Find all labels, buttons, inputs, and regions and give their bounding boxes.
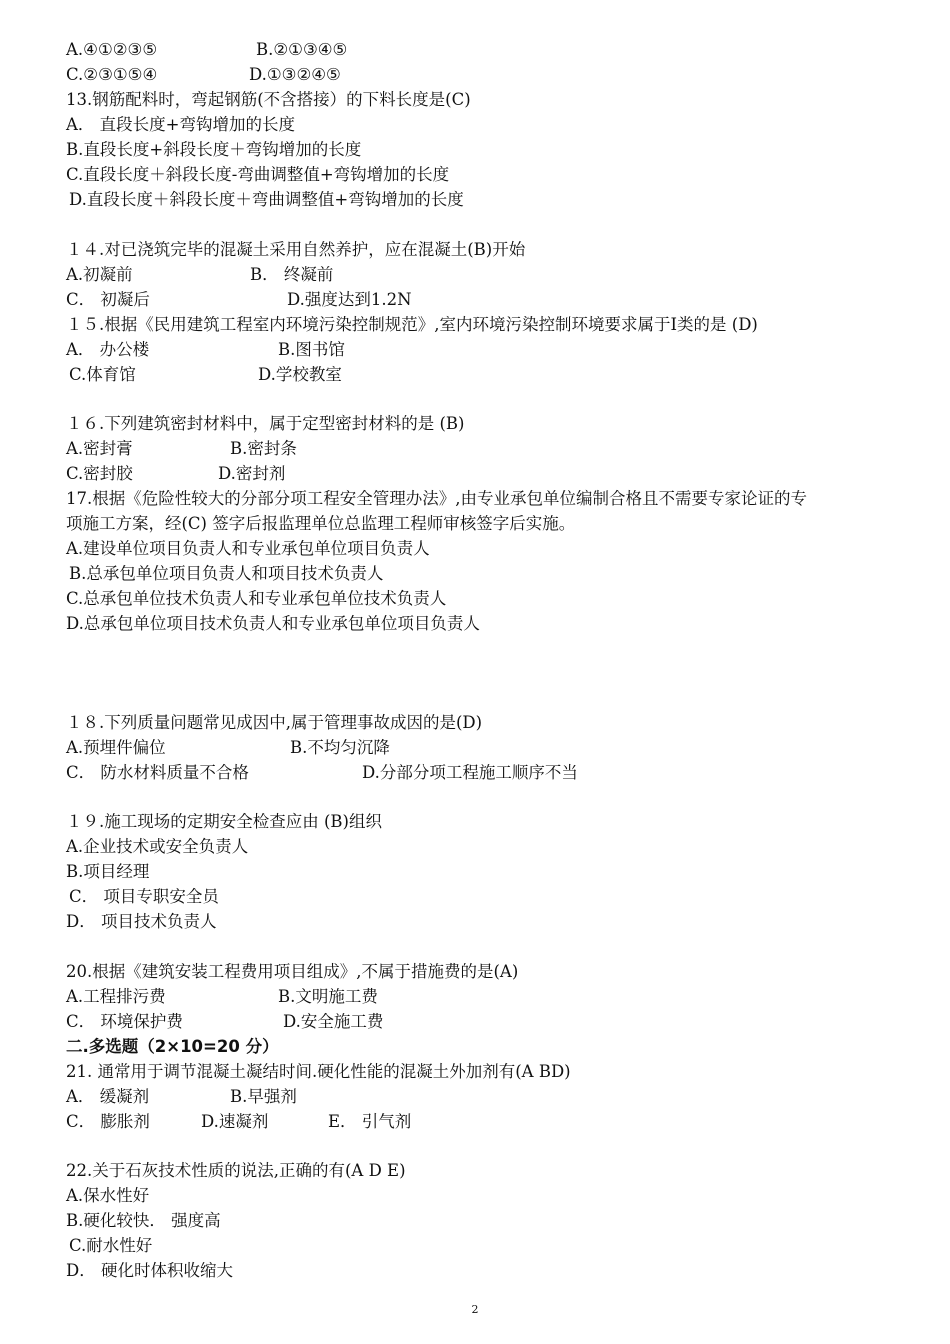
text-line-22: D.总承包单位项目技术负责人和专业承包单位项目负责人 — [66, 614, 480, 633]
text-line-42: D． 硬化时体积收缩大 — [66, 1261, 233, 1280]
text-line-31: 20.根据《建筑安装工程费用项目组成》,不属于措施费的是(A) — [66, 962, 519, 981]
text-line-24-part-2: B.不均匀沉降 — [290, 738, 390, 757]
text-line-37-part-2: D.速凝剂 — [201, 1112, 269, 1131]
text-line-29: C． 项目专职安全员 — [69, 887, 219, 906]
text-line-23: １８.下列质量问题常见成因中,属于管理事故成因的是(D) — [66, 713, 483, 732]
text-line-17: 17.根据《危险性较大的分部分项工程安全管理办法》,由专业承包单位编制合格且不需要专家论证的专 — [66, 489, 807, 508]
text-line-32-part-1: A.工程排污费 — [66, 987, 166, 1006]
text-line-26: １９.施工现场的定期安全检查应由 (B)组织 — [66, 812, 382, 831]
text-line-1-part-1: A.④①②③⑤ — [66, 40, 158, 59]
text-line-16-part-1: C.密封胶 — [66, 464, 133, 483]
text-line-9-part-1: A.初凝前 — [66, 265, 133, 284]
text-line-5: B.直段长度+斜段长度＋弯钩增加的长度 — [66, 140, 362, 159]
text-line-20: B.总承包单位项目负责人和项目技术负责人 — [69, 564, 384, 583]
text-line-13-part-2: D.学校教室 — [258, 365, 342, 384]
text-line-12-part-2: B.图书馆 — [278, 340, 345, 359]
text-line-15-part-1: A.密封膏 — [66, 439, 133, 458]
page-number: 2 — [471, 1303, 479, 1316]
text-line-10-part-2: D.强度达到1.2N — [287, 290, 412, 309]
text-line-34: 二.多选题（2×10=20 分） — [66, 1037, 279, 1056]
text-line-6: C.直段长度＋斜段长度-弯曲调整值+弯钩增加的长度 — [66, 165, 450, 184]
text-line-41: C.耐水性好 — [69, 1236, 153, 1255]
text-line-15-part-2: B.密封条 — [230, 439, 297, 458]
text-line-24-part-1: A.预埋件偏位 — [66, 738, 166, 757]
text-line-33-part-1: C． 环境保护费 — [66, 1012, 183, 1031]
text-line-21: C.总承包单位技术负责人和专业承包单位技术负责人 — [66, 589, 447, 608]
text-line-9-part-2: B． 终凝前 — [250, 265, 334, 284]
text-line-40: B.硬化较快． 强度高 — [66, 1211, 221, 1230]
text-line-11: １５.根据《民用建筑工程室内环境污染控制规范》,室内环境污染控制环境要求属于Ⅰ类的是 (D) — [66, 315, 758, 334]
text-line-18: 项施工方案，经(C) 签字后报监理单位总监理工程师审核签字后实施。 — [66, 514, 576, 533]
text-line-19: A.建设单位项目负责人和专业承包单位项目负责人 — [66, 539, 430, 558]
text-line-37-part-1: C． 膨胀剂 — [66, 1112, 150, 1131]
text-line-36-part-2: B.早强剂 — [230, 1087, 297, 1106]
text-line-32-part-2: B.文明施工费 — [278, 987, 378, 1006]
text-line-25-part-1: C． 防水材料质量不合格 — [66, 763, 249, 782]
text-line-28: B.项目经理 — [66, 862, 150, 881]
text-line-2-part-1: C.②③①⑤④ — [66, 65, 158, 84]
text-line-7: D.直段长度＋斜段长度＋弯曲调整值+弯钩增加的长度 — [69, 190, 464, 209]
text-line-4: A． 直段长度+弯钩增加的长度 — [66, 115, 295, 134]
text-line-38: 22.关于石灰技术性质的说法,正确的有(A D E) — [66, 1161, 406, 1180]
text-line-37-part-3: E． 引气剂 — [328, 1112, 412, 1131]
text-line-36-part-1: A． 缓凝剂 — [66, 1087, 150, 1106]
text-line-33-part-2: D.安全施工费 — [283, 1012, 384, 1031]
text-line-35: 21. 通常用于调节混凝土凝结时间.硬化性能的混凝土外加剂有(A BD) — [66, 1062, 571, 1081]
text-line-27: A.企业技术或安全负责人 — [66, 837, 249, 856]
text-line-13-part-1: C.体育馆 — [69, 365, 136, 384]
text-line-3: 13.钢筋配料时，弯起钢筋(不含搭接）的下料长度是(C) — [66, 90, 471, 109]
text-line-30: D． 项目技术负责人 — [66, 912, 217, 931]
text-line-2-part-2: D.①③②④⑤ — [249, 65, 341, 84]
text-line-8: １４.对已浇筑完毕的混凝土采用自然养护，应在混凝土(B)开始 — [66, 240, 526, 259]
text-line-1-part-2: B.②①③④⑤ — [256, 40, 348, 59]
text-line-12-part-1: A． 办公楼 — [66, 340, 150, 359]
text-line-39: A.保水性好 — [66, 1186, 150, 1205]
text-line-14: １６.下列建筑密封材料中，属于定型密封材料的是 (B) — [66, 414, 465, 433]
text-line-10-part-1: C． 初凝后 — [66, 290, 150, 309]
text-line-16-part-2: D.密封剂 — [218, 464, 286, 483]
text-line-25-part-2: D.分部分项工程施工顺序不当 — [362, 763, 578, 782]
